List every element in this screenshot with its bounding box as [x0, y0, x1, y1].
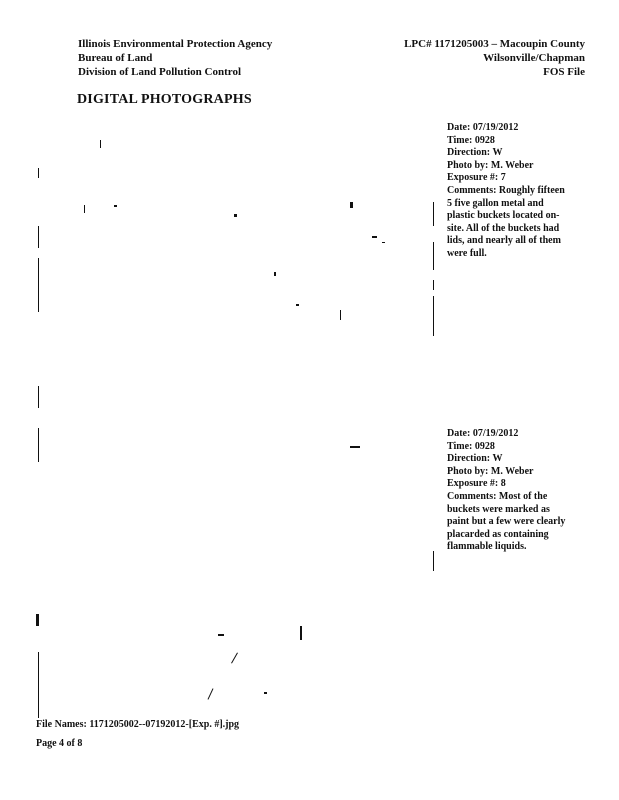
file-names: File Names: 1171205002--07192012-[Exp. #].jpg	[36, 719, 240, 730]
photo-1-direction: Direction: W	[447, 147, 503, 159]
division-name: Division of Land Pollution Control	[78, 66, 241, 78]
photo-2-exposure: Exposure #: 8	[447, 478, 506, 490]
photo-2	[34, 420, 434, 720]
photo-2-direction: Direction: W	[447, 453, 503, 465]
bureau-name: Bureau of Land	[78, 52, 153, 64]
site-location: Wilsonville/Chapman	[483, 52, 585, 64]
photo-2-date: Date: 07/19/2012	[447, 428, 519, 439]
page-number: Page 4 of 8	[36, 738, 83, 749]
photo-2-photographer: Photo by: M. Weber	[447, 465, 534, 477]
agency-name: Illinois Environmental Protection Agency	[78, 38, 273, 50]
photo-2-time: Time: 0928	[447, 440, 495, 452]
photo-1-comments: Comments: Roughly fifteen 5 five gallon metal and plastic buckets located on-site. All of the buckets had lids, and nearly all of them were full.	[447, 184, 565, 259]
photo-1	[34, 130, 434, 420]
file-type: FOS File	[543, 66, 585, 78]
photo-1-date: Date: 07/19/2012	[447, 122, 519, 133]
photo-1-time: Time: 0928	[447, 134, 495, 146]
agency-header	[78, 37, 272, 79]
photo-1-photographer: Photo by: M. Weber	[447, 159, 534, 171]
site-header	[404, 37, 585, 79]
page-title: DIGITAL PHOTOGRAPHS	[77, 92, 252, 107]
site-id: LPC# 1171205003 – Macoupin County	[404, 38, 585, 50]
photo-1-caption	[447, 122, 572, 261]
photo-2-caption	[447, 428, 572, 554]
photo-2-comments: Comments: Most of the buckets were marked as paint but a few were clearly placarded as containing flammable liquids.	[447, 490, 566, 553]
photo-1-exposure: Exposure #: 7	[447, 172, 506, 184]
